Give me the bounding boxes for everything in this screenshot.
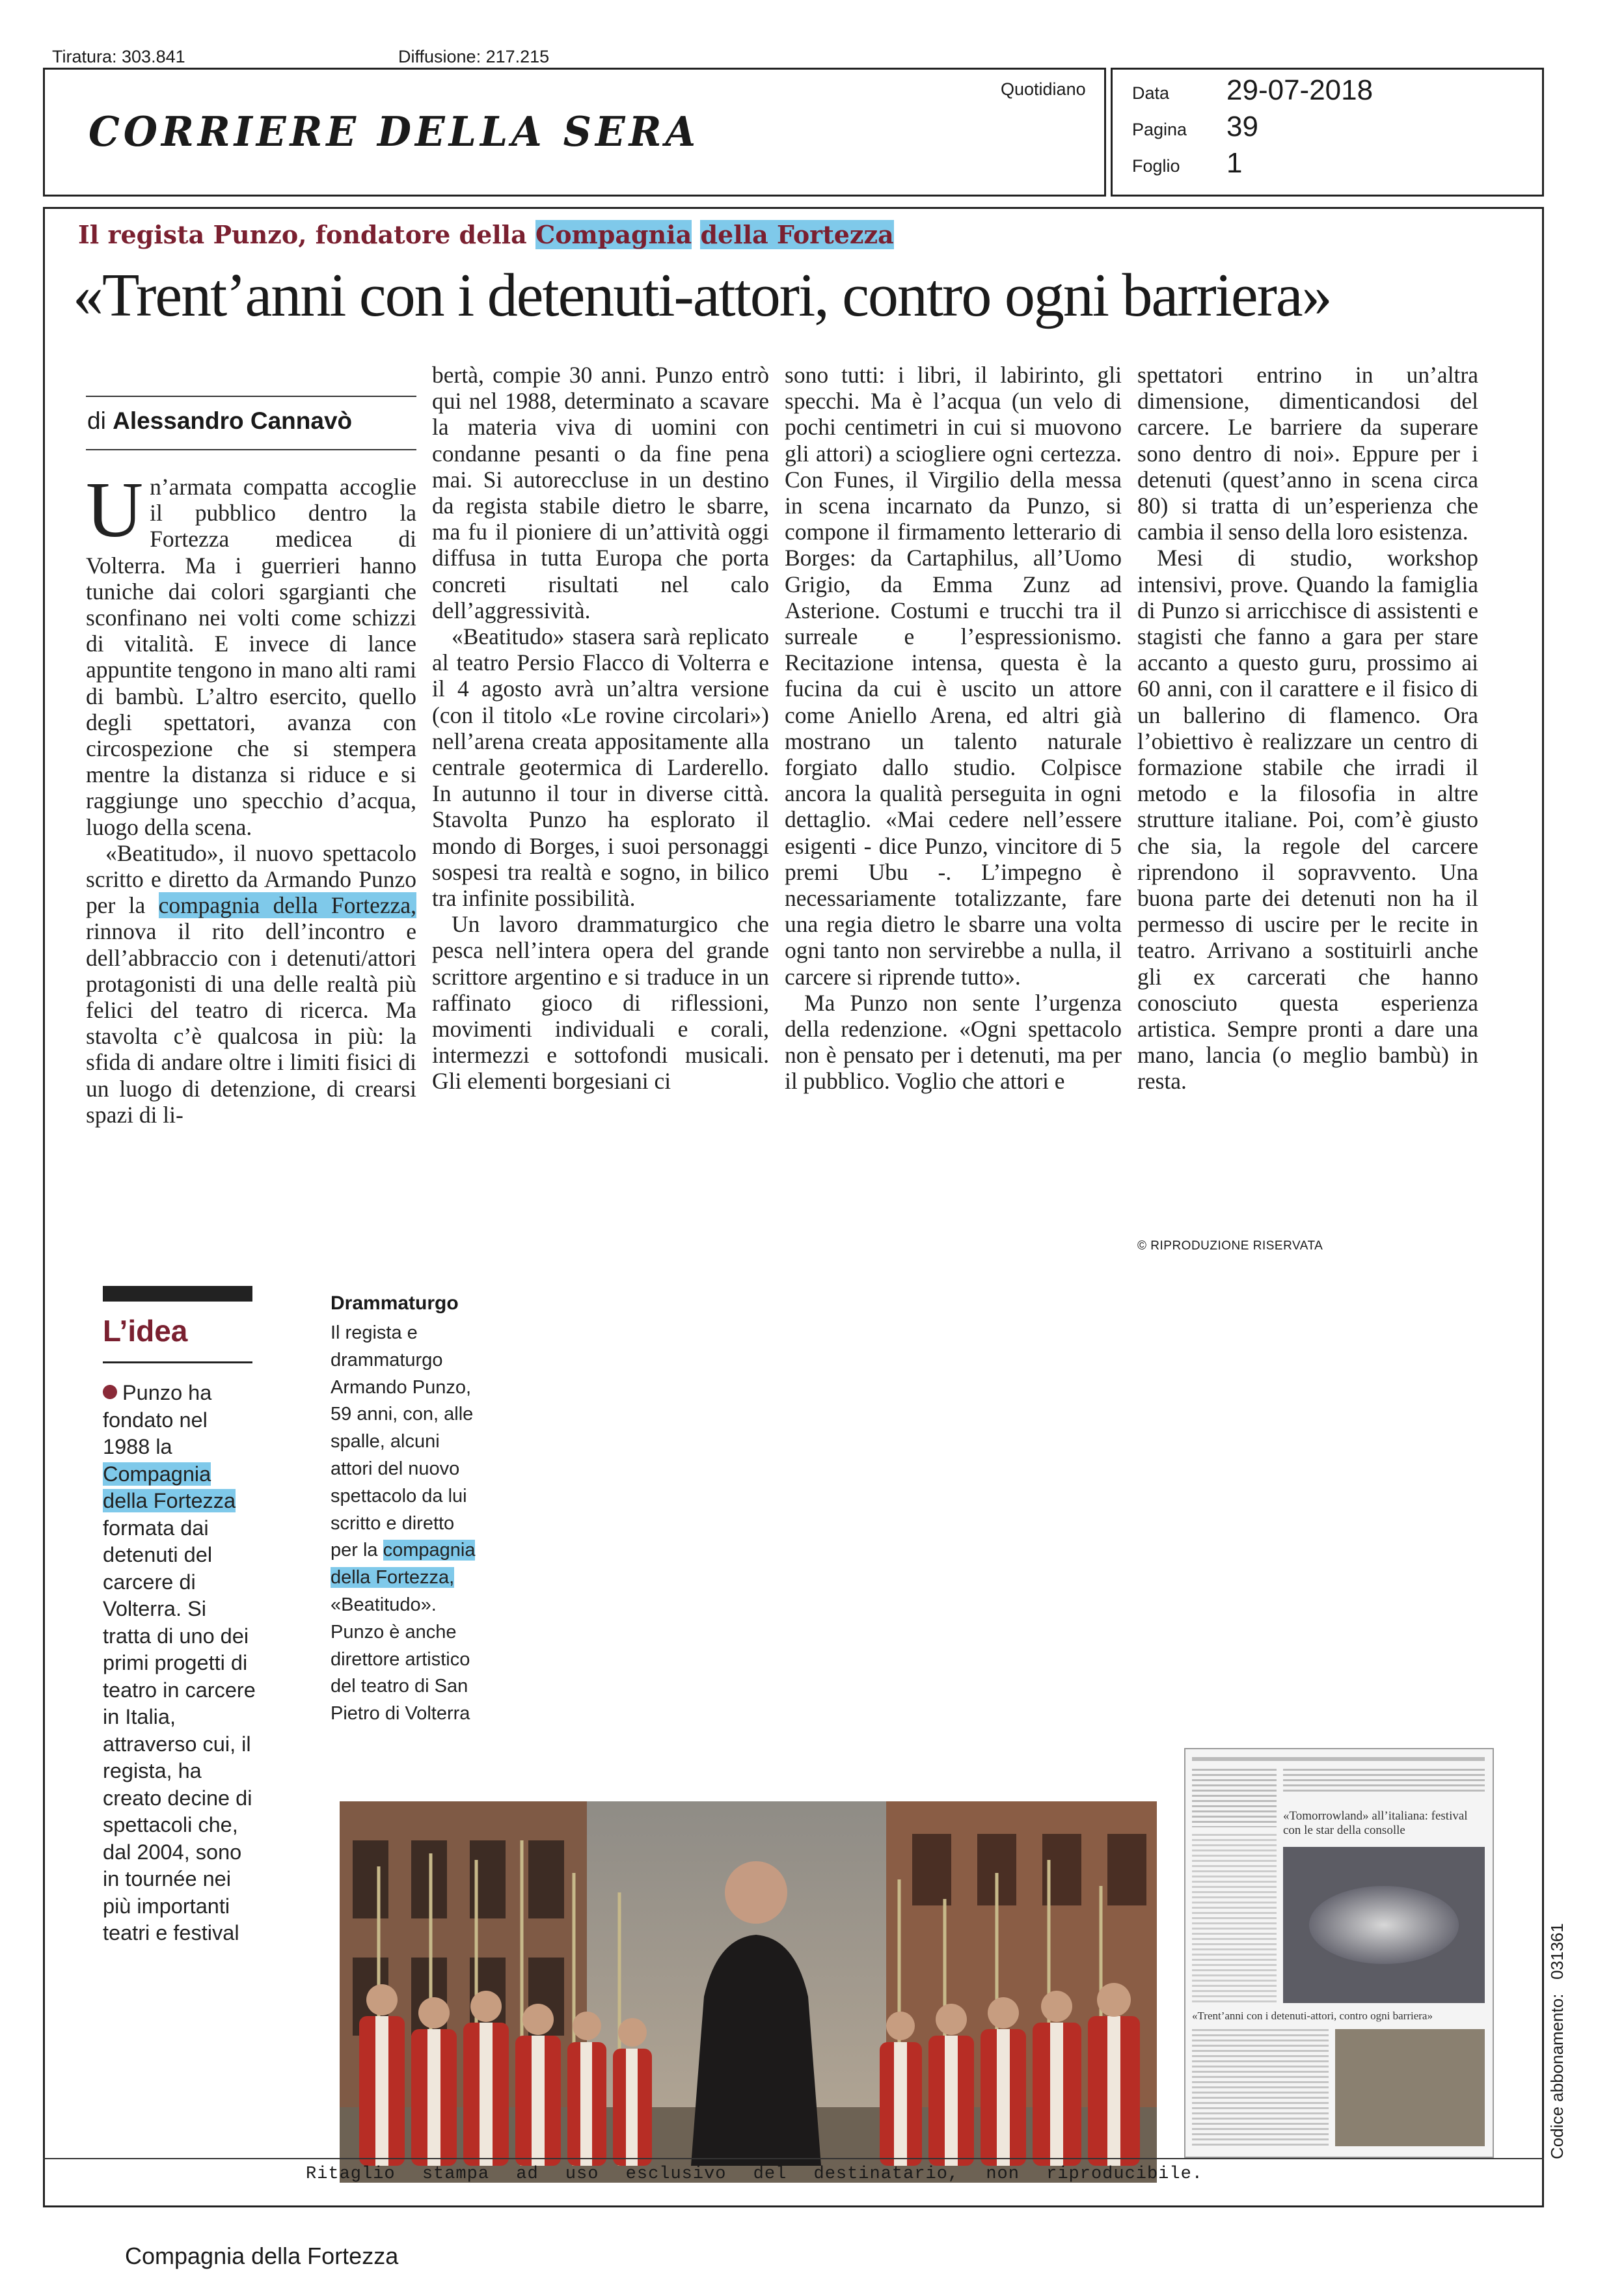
col2-paragraph-1: bertà, compie 30 anni. Punzo entrò qui nel 1988, determinato a scavare la materia viva di uomini con condanne pesanti o da fine pena mai. Si autoreccluse in un destino da regista stabile dietro le sbarre, ma fu il pioniere di un’attività oggi diffusa in tutta Europa che porta concreti risultati nel calo dell’aggressività. bbox=[432, 362, 769, 623]
page-thumbnail bbox=[1184, 1748, 1494, 2158]
photo-illustration bbox=[340, 1801, 1157, 2183]
kicker bbox=[78, 220, 894, 249]
footer-note: Ritaglio stampa ad uso esclusivo del destinatario, non riproducibile. bbox=[306, 2164, 1203, 2184]
pagina-label: Pagina bbox=[1132, 120, 1187, 139]
thumb-article-text bbox=[1192, 2029, 1329, 2146]
publication-type: Quotidiano bbox=[1001, 79, 1086, 99]
data-value: 29-07-2018 bbox=[1226, 74, 1374, 106]
thumb-headline-2: «Trent’anni con i detenuti-attori, contro ogni barriera» bbox=[1192, 2010, 1433, 2022]
idea-bar bbox=[103, 1286, 252, 1302]
drama-text-a: Il regista e drammaturgo Armando Punzo, 59 anni, con, alle spalle, alcuni attori del nuovo spettacolo da lui scritto e diretto per la bbox=[331, 1322, 474, 1561]
copyright: © RIPRODUZIONE RISERVATA bbox=[1137, 1239, 1323, 1253]
thumb-photo bbox=[1283, 1847, 1485, 2003]
drama-text-b: «Beatitudo». Punzo è anche direttore artistico del teatro di San Pietro di Volterra bbox=[331, 1594, 470, 1725]
diffusione: Diffusione: 217.215 bbox=[398, 47, 550, 66]
thumb-column bbox=[1192, 1834, 1277, 2003]
foglio-label: Foglio bbox=[1132, 156, 1180, 176]
thumb-header-line bbox=[1192, 1757, 1485, 1761]
col2-paragraph-2: «Beatitudo» stasera sarà replicato al teatro Persio Flacco di Volterra e il 4 agosto avrà un’altra versione (con il titolo «Le rovine circolari») nell’arena creata appositamente alla centrale geotermica di Larderello. In autunno il tour in diverse città. Stavolta Punzo ha esplorato il mondo di Borges, i suoi personaggi sospesi tra realtà e sogno, in bilico tra infinite possibilità. bbox=[432, 623, 769, 912]
col1-paragraph-2a: «Beatitudo», il nuovo spettacolo scritto e diretto da Armando Punzo per la bbox=[86, 839, 416, 919]
data-label: Data bbox=[1132, 83, 1170, 103]
idea-title: L’idea bbox=[103, 1314, 188, 1348]
byline-di: di bbox=[87, 407, 106, 434]
byline-rule bbox=[86, 396, 416, 397]
kicker-highlight-2: della Fortezza bbox=[700, 220, 894, 249]
pagina-value: 39 bbox=[1226, 111, 1258, 143]
kicker-highlight-1: Compagnia bbox=[535, 220, 692, 249]
column-1 bbox=[86, 466, 416, 1128]
kicker-text: Il regista Punzo, fondatore della bbox=[78, 220, 535, 249]
photo-punzo-actors bbox=[340, 1801, 1157, 2183]
byline-rule-bottom bbox=[86, 449, 416, 450]
idea-text-b: formata dai detenuti del carcere di Volterra. Si tratta di uno dei primi progetti di teatro in carcere in Italia, attraverso cui, il regista, ha creato decine di spettacoli che, dal 2004, sono in tournée nei più importanti teatri e festival bbox=[103, 1516, 256, 1945]
idea-highlight: Compagnia della Fortezza bbox=[103, 1462, 236, 1512]
col1-highlight: compagnia della Fortezza, bbox=[158, 892, 416, 919]
column-4 bbox=[1137, 362, 1478, 1095]
drama-text bbox=[331, 1320, 487, 1728]
foglio-value: 1 bbox=[1226, 147, 1243, 179]
codice-abbonamento: Codice abbonamento: 031361 bbox=[1547, 1923, 1567, 2159]
col4-paragraph-2: Mesi di studio, workshop intensivi, prove. Quando la famiglia di Punzo si arricchisce di assistenti e stagisti che fanno a gara per stare accanto a questo guru, prossimo ai 60 anni, con il carattere e il fisico di un ballerino di flamenco. Ora l’obiettivo è realizzare un centro di formazione stabile che irradi il metodo e la filosofia in altre strutture italiane. Poi, com’è giusto che sia, la regole del carcere riprendono il sopravvento. Una buona parte dei detenuti non ha il permesso di uscire per le recite in teatro. Arrivano a sostituirli anche gli ex carcerati che hanno conosciuto questa esperienza artistica. Sempre pronti a dare una mano, lancia (o meglio bambù) in resta. bbox=[1137, 545, 1478, 1095]
footer-rule bbox=[43, 2158, 1544, 2159]
tiratura: Tiratura: 303.841 bbox=[52, 47, 185, 66]
column-2 bbox=[432, 362, 769, 1095]
col2-paragraph-3: Un lavoro drammaturgico che pesca nell’intera opera del grande scrittore argentino e si traduce in un raffinato gioco di riflessioni, movimenti individuali e corali, intermezzi e sottofondi musicali. Gli elementi borgesiani ci bbox=[432, 911, 769, 1095]
col3-paragraph-1: sono tutti: i libri, il labirinto, gli specchi. Ma è l’acqua (un velo di pochi centimetri in cui si muovono gli attori) a sciogliere ogni certezza. Con Funes, il Virgilio della messa in scena incarnato da Punzo, si compone il firmamento letterario di Borges: da Cartaphilus, all’Uomo Grigio, da Emma Zunz ad Asterione. Costumi e trucchi tra il surreale e l’espressionismo. Recitazione intensa, questa è la fucina da cui è uscito un attore come Aniello Arena, ed altri già mostrano un talento naturale forgiato dallo studio. Colpisce ancora la qualità perseguita in ogni dettaglio. «Mai cedere nell’essere esigenti - dice Punzo, vincitore di 5 premi Ubu -. L’impegno è necessariamente totalizzante, fare una regia dietro le sbarre una volta ogni tanto non servirebbe a nulla, il carcere si riprende tutto». bbox=[785, 362, 1122, 990]
thumb-headline-1: «Tomorrowland» all’italiana: festival con le star della consolle bbox=[1283, 1809, 1468, 1837]
col1-paragraph-2b: rinnova il rito dell’incontro e dell’abbraccio con i detenuti/attori protagonisti di una delle realtà più felici del teatro di ricerca. Ma stavolta c’è qualcosa in più: la sfida di andare oltre i limiti fisici di un luogo di detenzione, di crearsi spazi di li- bbox=[86, 918, 416, 1128]
idea-text-a: Punzo ha fondato nel 1988 la bbox=[103, 1381, 212, 1458]
thumb-article-photo bbox=[1335, 2029, 1485, 2146]
byline bbox=[87, 407, 352, 435]
col3-paragraph-2: Ma Punzo non sente l’urgenza della redenzione. «Ogni spettacolo non è pensato per i detenuti, ma per il pubblico. Voglio che attori e bbox=[785, 989, 1122, 1095]
byline-author: Alessandro Cannavò bbox=[113, 407, 353, 434]
idea-rule bbox=[103, 1361, 252, 1363]
col4-paragraph-1: spettatori entrino in un’altra dimensione, dimenticandosi del carcere. Le barriere da superare sono dentro di noi». Eppure per i detenuti (quest’anno in scena circa 80) si tratta di un’esperienza che cambia il senso della loro esistenza. bbox=[1137, 362, 1478, 545]
bottom-caption: Compagnia della Fortezza bbox=[125, 2243, 399, 2269]
drama-title: Drammaturgo bbox=[331, 1292, 459, 1314]
thumb-text-block-2 bbox=[1283, 1769, 1485, 1795]
col1-paragraph-1: n’armata compatta accoglie il pubblico dentro la Fortezza medicea di Volterra. Ma i guerrieri hanno tuniche dai colori sgargianti che sconfinano nei volti come schizzi di vitalità. E invece di lance appuntite tengono in mano alti rami di bambù. L’altro esercito, quello degli spettatori, avanza con circospezione che si stempera mentre la distanza si riduce e si raggiunge uno specchio d’acqua, luogo della scena. bbox=[86, 474, 416, 840]
newspaper-logo: CORRIERE DELLA SERA bbox=[88, 108, 700, 156]
headline: «Trent’anni con i detenuti-attori, contro ogni barriera» bbox=[73, 262, 1331, 329]
drama-highlight: compagnia della Fortezza, bbox=[331, 1540, 476, 1589]
idea-text bbox=[103, 1380, 259, 1947]
drop-cap: U bbox=[86, 466, 144, 554]
column-3 bbox=[785, 362, 1122, 1095]
bullet-icon bbox=[103, 1385, 117, 1399]
thumb-text-block bbox=[1192, 1769, 1277, 1827]
